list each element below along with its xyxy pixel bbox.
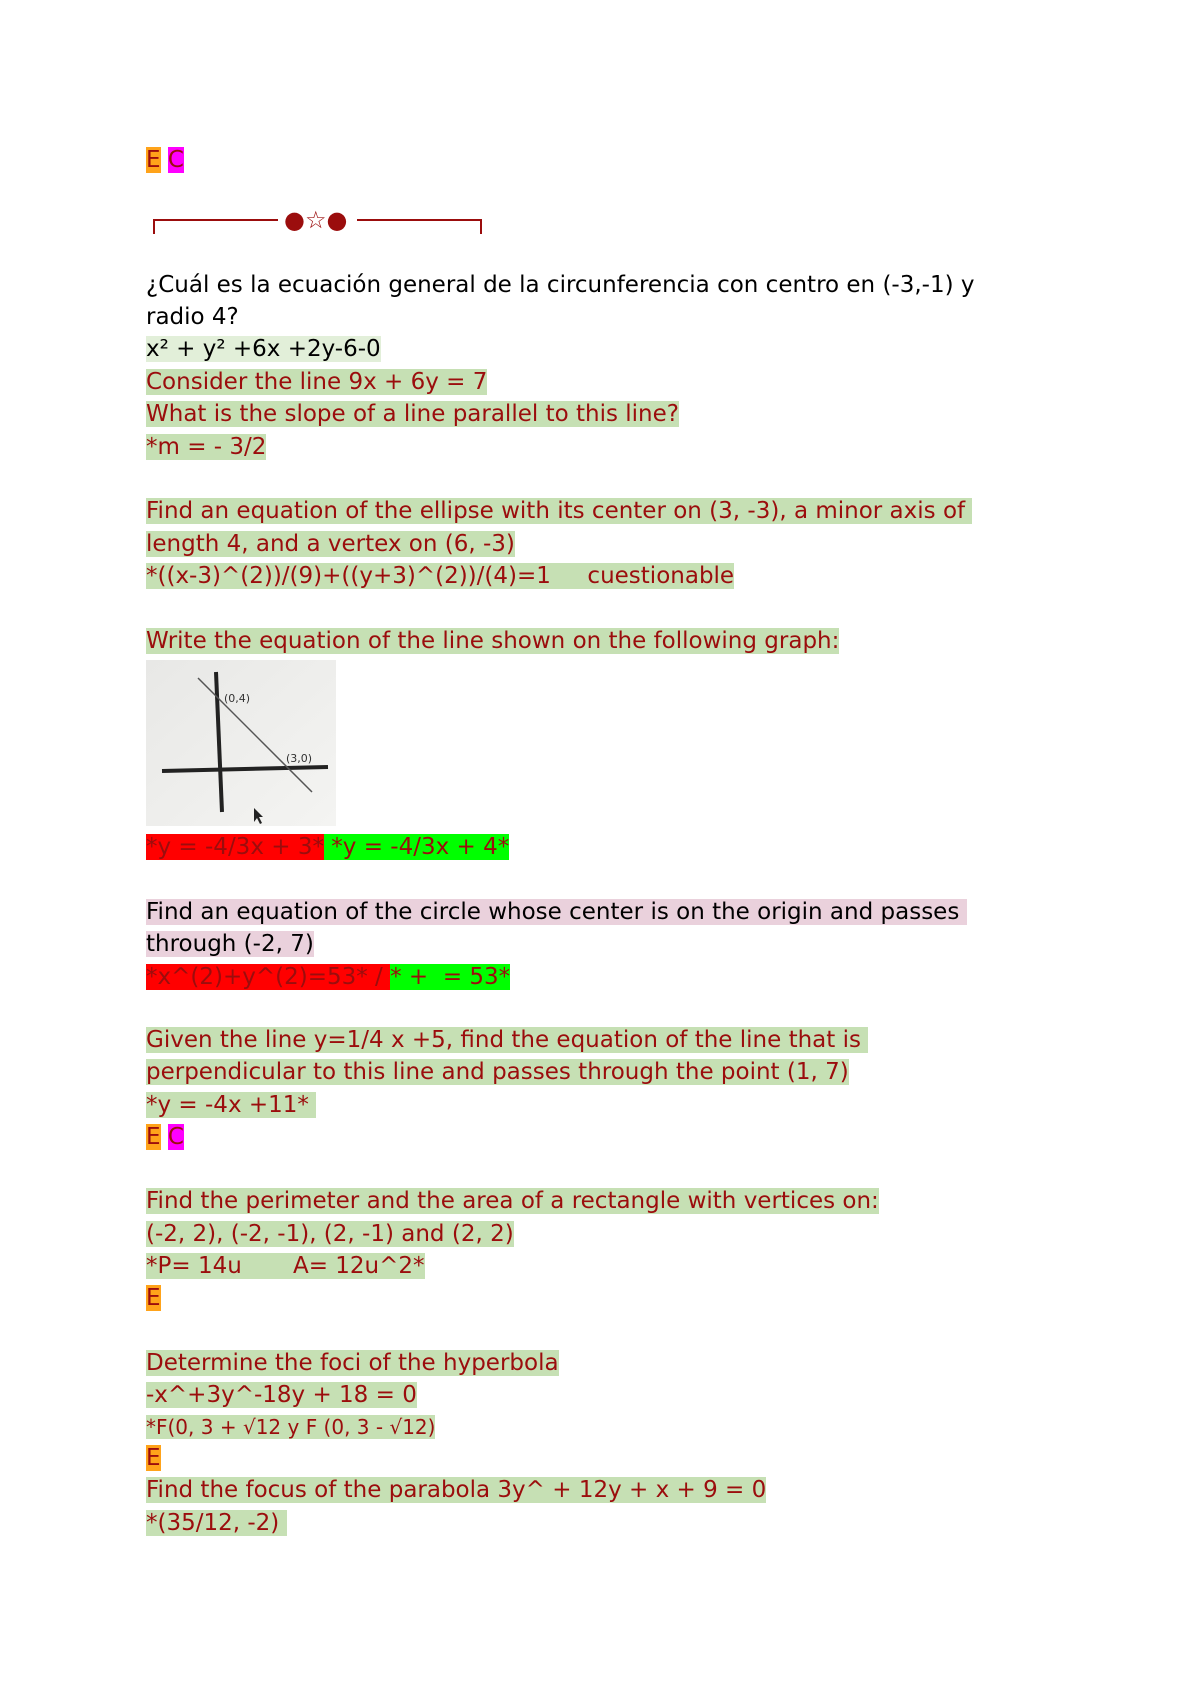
header-tags [146,144,184,176]
q6-line-2: perpendicular to this line and passes through the point (1, 7) [146,1059,849,1085]
point-label-0-4: (0,4) [224,692,251,705]
q2-line-2: What is the slope of a line parallel to this line? [146,401,679,427]
tag-e: E [146,147,161,173]
q3-line-1: Find an equation of the ellipse with its center on (3, -3), a minor axis of [146,498,973,524]
q8-tag-e: E [146,1445,161,1471]
q7-tag-e: E [146,1285,161,1311]
q5-line-1: Find an equation of the circle whose center is on the origin and passes [146,899,967,925]
q6-tag-e: E [146,1124,161,1150]
q8-line-1: Determine the foci of the hyperbola [146,1350,559,1376]
q1-answer [146,333,381,365]
graph-background [146,660,336,826]
q4-answer-right: *y = -4/3x + 4* [323,834,510,860]
divider-glyphs: ●☆● [284,206,348,234]
q4-line-1: Write the equation of the line shown on the following graph: [146,628,840,654]
q8-line-2: -x^+3y^-18y + 18 = 0 [146,1382,417,1408]
q9-answer: *(35/12, -2) [146,1510,287,1536]
tag-c: C [167,147,184,173]
q5-answer-right: * + = 53* [390,964,511,990]
ornament-divider [150,208,485,236]
q7-line-2: (-2, 2), (-2, -1), (2, -1) and (2, 2) [146,1221,514,1247]
graph-svg [146,660,336,826]
q7-answer: *P= 14u A= 12u^2* [146,1253,425,1279]
q2-answer: *m = - 3/2 [146,434,267,460]
q2-line-1: Consider the line 9x + 6y = 7 [146,369,488,395]
q5-line-2: through (-2, 7) [146,931,314,957]
q1-line-1: ¿Cuál es la ecuación general de la circunferencia con centro en (-3,-1) y [146,272,975,298]
q6-answer: *y = -4x +11* [146,1092,317,1118]
q1-line-2: radio 4? [146,304,239,330]
q3-answer: *((x-3)^(2))/(9)+((y+3)^(2))/(4)=1 cuestionable [146,563,735,589]
q5-answer-wrong: *x^(2)+y^(2)=53* / [146,964,391,990]
q3-line-2: length 4, and a vertex on (6, -3) [146,531,515,557]
q6-line-1: Given the line y=1/4 x +5, find the equation of the line that is [146,1027,869,1053]
q8-answer: *F(0, 3 + √12 y F (0, 3 - √12) [146,1415,436,1439]
line-graph-photo [146,660,336,826]
q1-answer-text: x² + y² +6x +2y-6-0 [146,336,381,362]
q9-line-1: Find the focus of the parabola 3y^ + 12y + x + 9 = 0 [146,1477,767,1503]
q6-tag-c: C [167,1124,184,1150]
q4-answer-wrong: *y = -4/3x + 3* [146,834,324,860]
q7-line-1: Find the perimeter and the area of a rectangle with vertices on: [146,1188,879,1214]
point-label-3-0: (3,0) [286,752,313,765]
